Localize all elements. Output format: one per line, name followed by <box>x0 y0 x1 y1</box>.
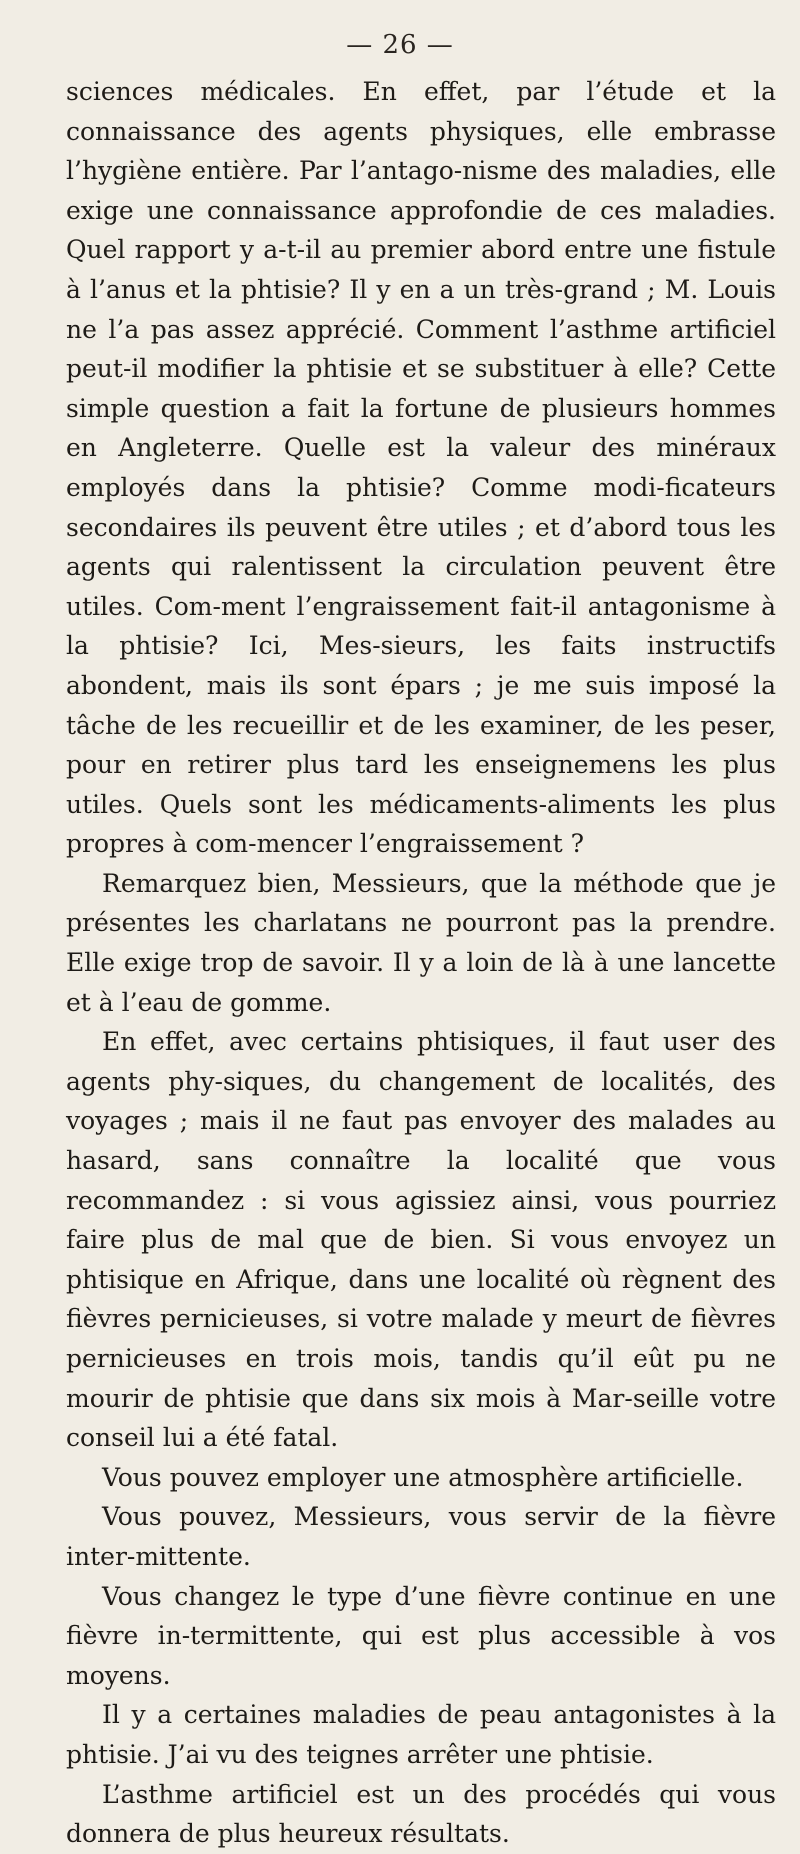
page-number: — 26 — <box>346 30 454 60</box>
paragraph-continuation: sciences médicales. En effet, par l’étude et la connaissance des agents physiques, elle embrasse l’hygiène entière. Par l’antago-nisme des maladies, elle exige une connaissance approfondie de ces maladies. Quel rapport y a-t-il au premier abord entre une fistule à l’anus et la phtisie? Il y en a un très-grand ; M. Louis ne l’a pas assez apprécié. Comment l’asthme artificiel peut-il modifier la phtisie et se substituer à elle? Cette simple question a fait la fortune de plusieurs hommes en Angleterre. Quelle est la valeur des minéraux employés dans la phtisie? Comme modi-ficateurs secondaires ils peuvent être utiles ; et d’abord tous les agents qui ralentissent la circulation peuvent être utiles. Com-ment l’engraissement fait-il antagonisme à la phtisie? Ici, Mes-sieurs, les faits instructifs abondent, mais ils sont épars ; je me suis imposé la tâche de les recueillir et de les examiner, de les peser, pour en retirer plus tard les enseignemens les plus utiles. Quels sont les médicaments-aliments les plus propres à com-mencer l’engraissement ? <box>66 77 776 859</box>
paragraph-intermittent-fever: Vous pouvez, Messieurs, vous servir de la fièvre inter-mittente. <box>66 1502 776 1571</box>
paragraph-artificial-asthma: L’asthme artificiel est un des procédés qui vous donnera de plus heureux résultats. <box>66 1779 776 1849</box>
paragraph-skin-diseases: Il y a certaines maladies de peau antagonistes à la phtisie. J’ai vu des teignes arrêter une phtisie. <box>66 1700 776 1769</box>
paragraph-method: Remarquez bien, Messieurs, que la méthode que je présentes les charlatans ne pourront pas la prendre. Elle exige trop de savoir. Il y a loin de là à une lancette et à l’eau de gomme. <box>66 868 776 1017</box>
body-text <box>66 72 776 1854</box>
paragraph-physical-agents: En effet, avec certains phtisiques, il faut user des agents phy-siques, du changement de localités, des voyages ; mais il ne faut pas envoyer des malades au hasard, sans connaître la localité que vous recommandez : si vous agissiez ainsi, vous pourriez faire plus de mal que de bien. Si vous envoyez un phtisique en Afrique, dans une localité où règnent des fièvres pernicieuses, si votre malade y meurt de fièvres pernicieuses en trois mois, tandis qu’il eût pu ne mourir de phtisie que dans six mois à Mar-seille votre conseil lui a été fatal. <box>66 1027 776 1453</box>
paragraph-fever-type: Vous changez le type d’une fièvre continue en une fièvre in-termittente, qui est plus accessible à vos moyens. <box>66 1581 776 1690</box>
paragraph-artificial-atmosphere: Vous pouvez employer une atmosphère artificielle. <box>102 1462 744 1492</box>
